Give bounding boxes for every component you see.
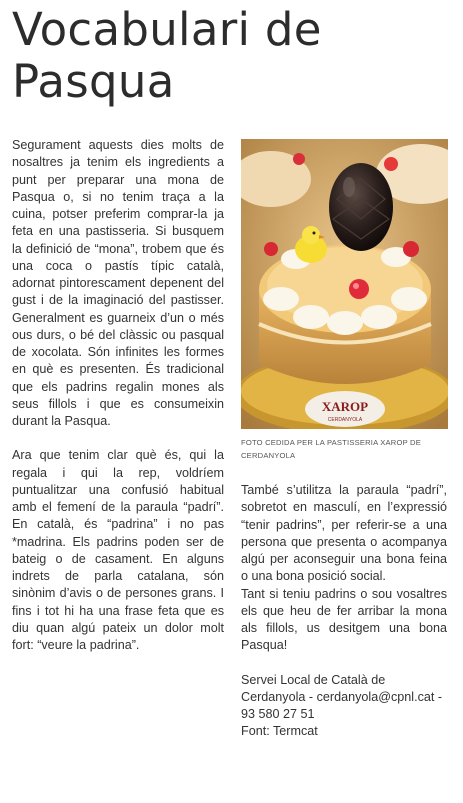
paragraph-4: Tant si teniu padrins o sou vosaltres els que heu de fer arribar la mona als fillols, us desitgem una bona Pasqua! [241,586,447,653]
photo-caption: FOTO CEDIDA PER LA PASTISSERIA XAROP DE CERDANYOLA [241,438,421,460]
article-title: Vocabulari de Pasqua [12,3,322,108]
paragraph-3: També s’utilitza la paraula “padrí”, sobretot en masculí, en l’expressió “tenir padrins”, per referir-se a una persona que presenta o acompanya algú per aconseguir una bona feina o una bona posició social. [241,483,447,584]
brand-sign-subtext: CERDANYOLA [327,417,363,423]
signature-source: Font: Termcat [241,724,318,739]
mona-cake-photo [241,139,448,429]
signature-contact: Servei Local de Català de Cerdanyola - cerdanyola@cpnl.cat - 93 580 27 51 [241,672,443,721]
left-column [12,137,224,654]
brand-sign-text: XAROP [321,399,369,414]
right-column [241,482,447,741]
paragraph-1: Segurament aquests dies molts de nosaltres ja tenim els ingredients a punt per preparar una mona de Pasqua o, si no tenim traça a la cuina, potser preferim comprar-la ja feta en una pastisseria. Si busquem la definició de “mona”, trobem que és una coca o pastís típic català, adornat pintorescament depenent del gust i de la imaginació del pastisser. Generalment es guarneix d’un o més ous durs, o bé del clàssic ou pasqual de xocolata. Són infinites les formes en què es presenten. És tradicional que els padrins regalin mones als seus fillols i que es consumeixin durant la Pasqua. [12,138,224,428]
paragraph-2: Ara que tenim clar què és, qui la regala i qui la rep, voldríem puntualitzar una confusió habitual amb el femení de la paraula “padrí”. En català, és “padrina” i no pas *madrina. Els padrins poden ser de bateig o de casament. En alguns indrets de parla catalana, són sinònim d’avis o de persones grans. I fins i tot hi ha una frase feta que es diu quan algú pateix un dolor molt fort: “veure la padrina”. [12,448,224,652]
